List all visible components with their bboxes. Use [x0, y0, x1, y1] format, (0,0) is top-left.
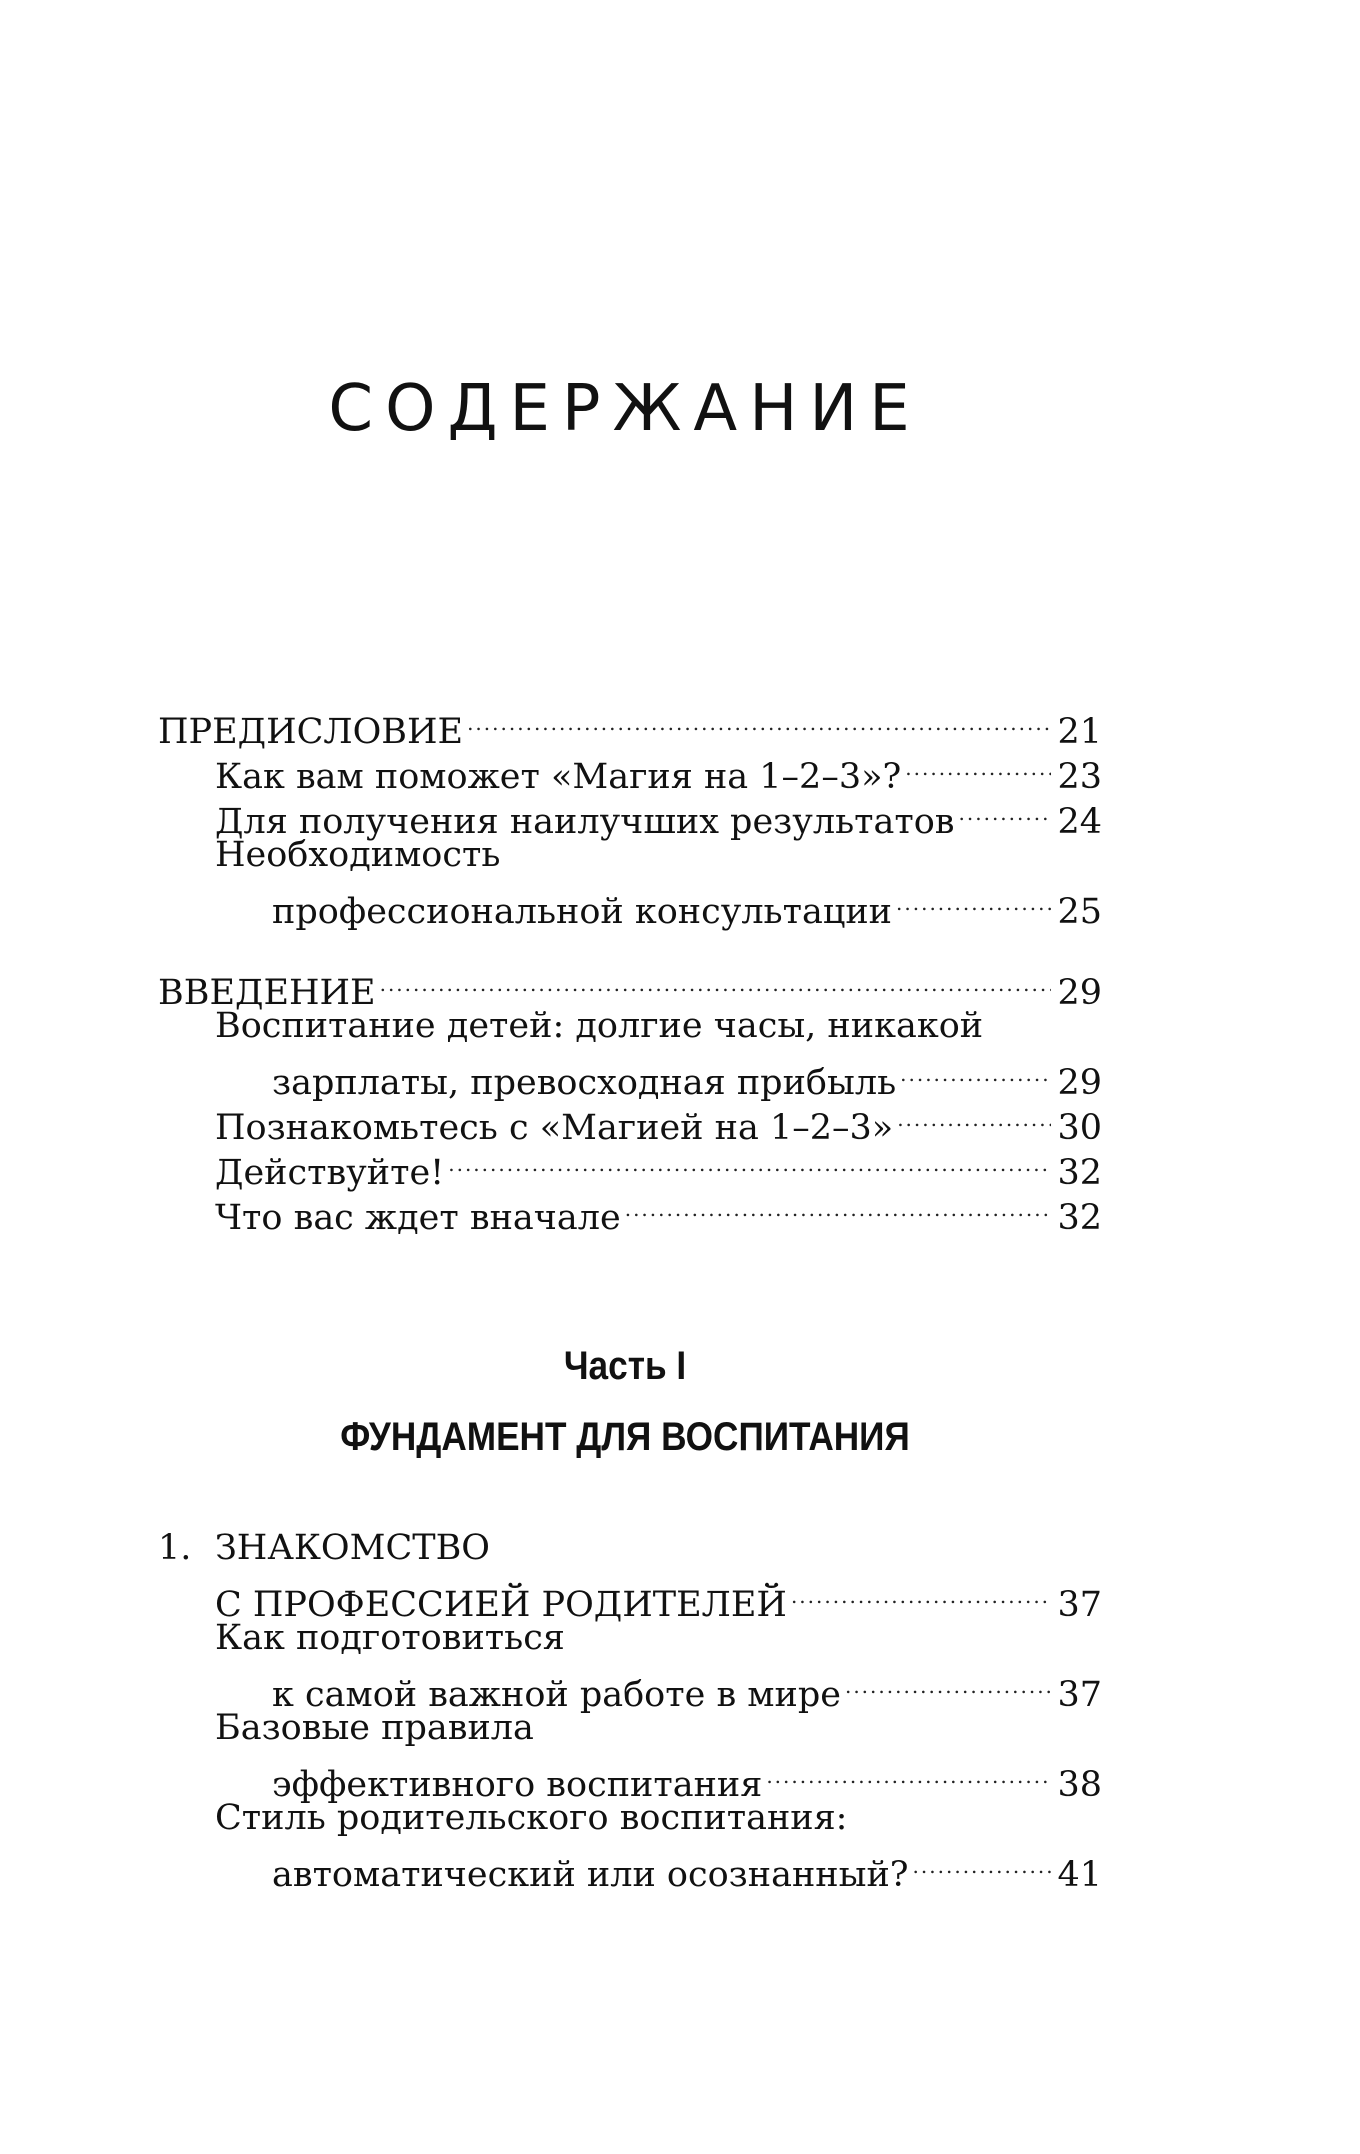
dot-leader — [448, 1138, 1051, 1184]
toc-entry-label: профессиональной консультации — [272, 892, 893, 932]
toc-page-number: 37 — [1057, 1585, 1102, 1625]
dot-leader — [766, 1750, 1051, 1796]
toc-entry-label: ВВЕДЕНИЕ — [158, 973, 376, 1013]
toc-page-number: 25 — [1057, 892, 1102, 932]
toc-entry[interactable] — [272, 1048, 1102, 1103]
toc-entry-first-line: Необходимость — [215, 835, 501, 875]
toc-entry-first-line: Базовые правила — [215, 1708, 534, 1748]
toc-entry-label: Как вам поможет «Магия на 1–2–3»? — [215, 757, 902, 797]
toc-page-number: 38 — [1057, 1765, 1102, 1805]
toc-entry[interactable] — [215, 742, 1102, 797]
toc-entry-chapter-1[interactable] — [215, 1570, 1102, 1625]
part-label: Часть I — [563, 1344, 687, 1388]
toc-entry[interactable] — [272, 1750, 1102, 1805]
dot-leader — [913, 1840, 1052, 1886]
toc-entry-label: зарплаты, превосходная прибыль — [272, 1063, 897, 1103]
toc-entry[interactable] — [272, 1840, 1102, 1895]
dot-leader — [900, 1048, 1051, 1094]
toc-page-number: 32 — [1057, 1198, 1102, 1238]
toc-page-number: 23 — [1057, 757, 1102, 797]
toc-entry-label: ПРЕДИСЛОВИЕ — [158, 712, 464, 752]
toc-page-number: 29 — [1057, 1063, 1102, 1103]
toc-entry-first-line: Воспитание детей: долгие часы, никакой — [215, 1006, 984, 1046]
toc-entry-label: Для получения наилучших результатов — [215, 802, 955, 842]
dot-leader — [625, 1183, 1052, 1229]
toc-page-number: 32 — [1057, 1153, 1102, 1193]
dot-leader — [897, 1093, 1051, 1139]
toc-entry-introduction[interactable] — [158, 958, 1102, 1013]
toc-page-number: 37 — [1057, 1675, 1102, 1715]
toc-entry-label: Познакомьтесь с «Магией на 1–2–3» — [215, 1108, 894, 1148]
page-title: СОДЕРЖАНИЕ — [328, 372, 922, 446]
toc-entry-label: эффективного воспитания — [272, 1765, 763, 1805]
dot-leader — [380, 958, 1052, 1004]
toc-entry-label: Что вас ждет вначале — [215, 1198, 621, 1238]
toc-page-number: 30 — [1057, 1108, 1102, 1148]
toc-page-number: 41 — [1057, 1855, 1102, 1895]
toc-entry[interactable] — [215, 1183, 1102, 1238]
toc-entry-label: к самой важной работе в мире — [272, 1675, 841, 1715]
toc-entry-preface[interactable] — [158, 697, 1102, 752]
toc-entry[interactable] — [215, 1138, 1102, 1193]
dot-leader — [905, 742, 1051, 788]
chapter-title-first-line: ЗНАКОМСТВО — [215, 1528, 490, 1568]
dot-leader — [791, 1570, 1052, 1616]
dot-leader — [959, 787, 1052, 833]
toc-entry-label: С ПРОФЕССИЕЙ РОДИТЕЛЕЙ — [215, 1585, 787, 1625]
dot-leader — [467, 697, 1051, 743]
toc-entry[interactable] — [215, 1093, 1102, 1148]
dot-leader — [845, 1660, 1051, 1706]
toc-page-number: 21 — [1057, 712, 1102, 752]
part-title: ФУНДАМЕНТ ДЛЯ ВОСПИТАНИЯ — [340, 1415, 910, 1459]
toc-entry-first-line: Как подготовиться — [215, 1618, 565, 1658]
toc-entry-label: автоматический или осознанный? — [272, 1855, 909, 1895]
toc-entry[interactable] — [272, 1660, 1102, 1715]
toc-entry[interactable] — [272, 877, 1102, 932]
toc-page-number: 24 — [1057, 802, 1102, 842]
toc-page-number: 29 — [1057, 973, 1102, 1013]
chapter-number: 1. — [158, 1528, 192, 1568]
toc-entry-label: Действуйте! — [215, 1153, 445, 1193]
dot-leader — [896, 877, 1051, 923]
toc-entry-first-line: Стиль родительского воспитания: — [215, 1798, 848, 1838]
toc-entry[interactable] — [215, 787, 1102, 842]
